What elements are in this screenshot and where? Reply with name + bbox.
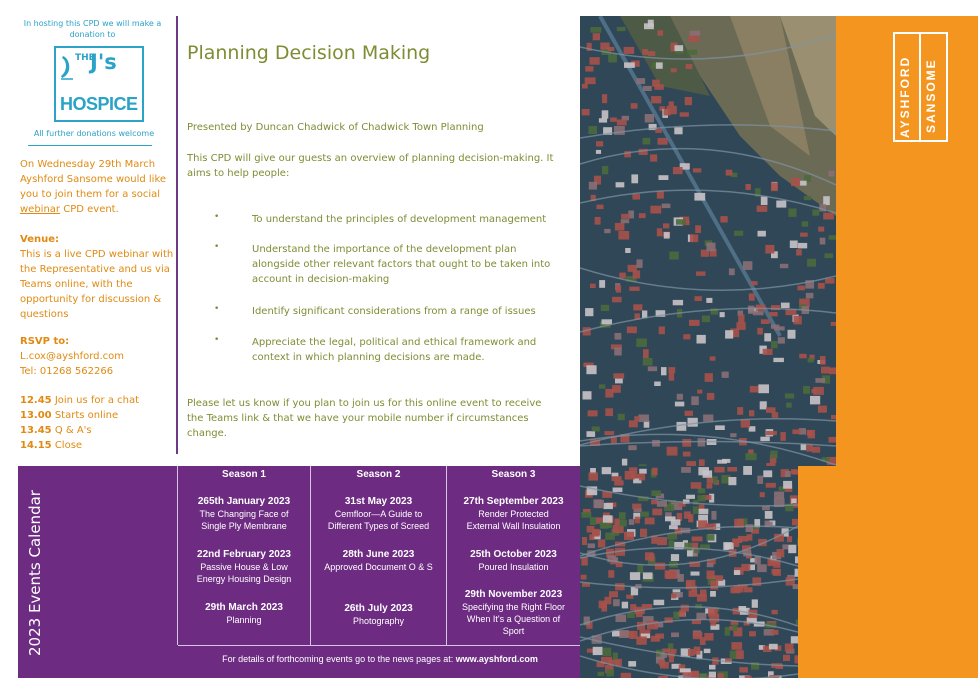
bullet-line: Identify significant considerations from a range of issues bbox=[252, 306, 536, 317]
schedule-desc: Join us for a chat bbox=[51, 395, 140, 406]
bullet-line: Understand the importance of the development plan bbox=[252, 244, 517, 255]
schedule-row bbox=[20, 393, 178, 408]
bullet-line: account in decision-making bbox=[252, 274, 390, 285]
schedule-time: 13.00 bbox=[20, 410, 52, 421]
schedule-desc: Q & A's bbox=[51, 425, 92, 436]
bullet-line: Appreciate the legal, political and ethical framework and bbox=[252, 337, 537, 348]
schedule-time: 12.45 bbox=[20, 395, 52, 406]
rsvp-block bbox=[20, 334, 178, 379]
event-title-line: Specifying the Right Floor bbox=[461, 602, 566, 612]
event-date: 22nd February 2023 bbox=[197, 549, 291, 560]
invite-line bbox=[20, 202, 178, 217]
event-title-line: Cemfloor—A Guide to bbox=[334, 509, 423, 519]
closing-line: the Teams link & that we have your mobile number if circumstances bbox=[187, 413, 529, 424]
schedule-row bbox=[20, 408, 178, 423]
event-date: 25th October 2023 bbox=[470, 549, 557, 560]
bullet-icon: • bbox=[214, 304, 220, 314]
rsvp-email[interactable]: L.cox@ayshford.com bbox=[20, 351, 125, 362]
event-title-line: Different Types of Screed bbox=[327, 521, 430, 531]
season-1-heading: Season 1 bbox=[222, 469, 266, 480]
page-title: Planning Decision Making bbox=[187, 42, 431, 64]
invite-line: Ayshford Sansome would like bbox=[20, 174, 167, 185]
invitation-block bbox=[20, 157, 178, 217]
aerial-town-photo-lower bbox=[580, 466, 798, 678]
schedule-block bbox=[20, 393, 178, 453]
event-title-line: When It's a Question of bbox=[466, 614, 561, 624]
venue-block bbox=[20, 232, 178, 322]
calendar-event bbox=[311, 603, 446, 627]
brand-name-sansome: SANSOME bbox=[924, 58, 938, 133]
closing-line: Please let us know if you plan to join us for this online event to receive bbox=[187, 398, 542, 409]
bullet-item bbox=[252, 335, 536, 365]
calendar-event bbox=[178, 496, 310, 532]
presenter-text: Presented by Duncan Chadwick of Chadwick Town Planning bbox=[187, 122, 484, 133]
event-date: 265th January 2023 bbox=[197, 496, 291, 507]
calendar-title: 2023 Events Calendar bbox=[26, 490, 44, 656]
event-title-line: Single Ply Membrane bbox=[201, 521, 287, 531]
event-date: 29th November 2023 bbox=[464, 589, 563, 600]
event-title-line: Passive House & Low bbox=[200, 562, 288, 572]
event-title-line: Energy Housing Design bbox=[196, 574, 292, 584]
intro-text bbox=[187, 151, 553, 181]
venue-line: questions bbox=[20, 309, 69, 320]
calendar-footer bbox=[182, 654, 578, 664]
rsvp-heading: RSVP to: bbox=[20, 336, 70, 347]
closing-text bbox=[187, 396, 541, 441]
schedule-desc: Starts online bbox=[51, 410, 119, 421]
schedule-time: 13.45 bbox=[20, 425, 52, 436]
calendar-footer-text: For details of forthcoming events go to the news pages at: bbox=[222, 654, 456, 664]
bullet-icon: • bbox=[214, 335, 220, 345]
calendar-event bbox=[178, 549, 310, 585]
invite-line-rest: CPD event. bbox=[60, 204, 119, 215]
schedule-desc: Close bbox=[51, 440, 83, 451]
left-column-divider bbox=[176, 16, 178, 454]
bullet-line: To understand the principles of development management bbox=[252, 214, 547, 225]
logo-hospice-text: HOSPICE bbox=[60, 94, 138, 114]
schedule-row bbox=[20, 438, 178, 453]
hospice-intro-text: In hosting this CPD we will make a donation to bbox=[23, 19, 162, 39]
invite-line: On Wednesday 29th March bbox=[20, 159, 156, 170]
aerial-town-photo bbox=[580, 16, 836, 466]
brand-logo-divider bbox=[919, 32, 921, 142]
calendar-event bbox=[447, 496, 580, 532]
event-title-line: Approved Document O & S bbox=[324, 562, 433, 572]
logo-js-text: J's bbox=[90, 50, 117, 74]
bullet-line: alongside other relevant factors that ought to be taken into bbox=[252, 259, 551, 270]
event-date: 26th July 2023 bbox=[344, 603, 413, 614]
event-title-line: Photography bbox=[352, 616, 405, 626]
hospice-footer-text: All further donations welcome bbox=[33, 129, 155, 138]
bullet-icon: • bbox=[214, 212, 220, 222]
season-2-heading: Season 2 bbox=[356, 469, 401, 480]
bullet-item bbox=[252, 304, 536, 319]
bullet-item bbox=[252, 212, 546, 227]
intro-line: This CPD will give our guests an overview of planning decision-making. It bbox=[187, 153, 554, 164]
venue-line: opportunity for discussion & bbox=[20, 294, 162, 305]
venue-line: the Representative and us via bbox=[20, 264, 170, 275]
hospice-logo bbox=[54, 46, 144, 122]
brand-panel-lower bbox=[798, 466, 978, 678]
calendar-footer-divider bbox=[178, 645, 580, 646]
website-link[interactable]: www.ayshford.com bbox=[455, 654, 538, 664]
invite-line: you to join them for a social bbox=[20, 189, 161, 200]
event-date: 28th June 2023 bbox=[342, 549, 415, 560]
hospice-divider bbox=[28, 145, 152, 146]
calendar-event bbox=[311, 496, 446, 532]
event-title-line: Planning bbox=[226, 615, 262, 625]
bird-icon bbox=[60, 54, 74, 84]
webinar-link[interactable]: webinar bbox=[20, 204, 61, 215]
event-title-line: Render Protected bbox=[478, 509, 549, 519]
event-title-line: The Changing Face of bbox=[199, 509, 289, 519]
calendar-event bbox=[178, 602, 310, 626]
venue-line: Teams online, with the bbox=[20, 279, 133, 290]
bullet-item bbox=[252, 242, 550, 287]
brand-name-ayshford: AYSHFORD bbox=[898, 55, 912, 138]
season-3-heading: Season 3 bbox=[491, 469, 536, 480]
event-title-line: Poured Insulation bbox=[478, 562, 549, 572]
intro-line: aims to help people: bbox=[187, 168, 290, 179]
schedule-row bbox=[20, 423, 178, 438]
logo-the-text: THE bbox=[75, 53, 95, 63]
bullet-icon: • bbox=[214, 242, 220, 252]
event-title-line: Sport bbox=[502, 626, 525, 636]
calendar-event bbox=[447, 549, 580, 573]
closing-line: change. bbox=[187, 428, 227, 439]
event-date: 27th September 2023 bbox=[463, 496, 564, 507]
event-title-line: External Wall Insulation bbox=[466, 521, 561, 531]
venue-line: This is a live CPD webinar with bbox=[20, 249, 174, 260]
calendar-event bbox=[447, 589, 580, 637]
venue-heading: Venue: bbox=[20, 234, 59, 245]
event-date: 29th March 2023 bbox=[205, 602, 283, 613]
schedule-time: 14.15 bbox=[20, 440, 52, 451]
bullet-line: context in which planning decisions are made. bbox=[252, 352, 485, 363]
event-date: 31st May 2023 bbox=[344, 496, 413, 507]
calendar-event bbox=[311, 549, 446, 573]
rsvp-tel: Tel: 01268 562266 bbox=[20, 366, 114, 377]
